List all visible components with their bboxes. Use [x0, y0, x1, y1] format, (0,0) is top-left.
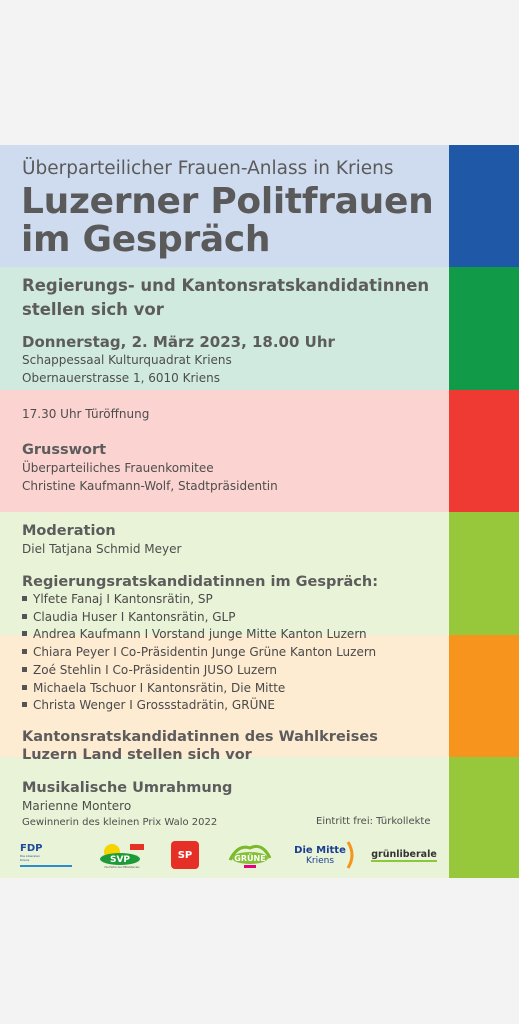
district-line1: Kantonsratskandidatinnen des Wahlkreises — [22, 729, 378, 745]
candidates-title: Regierungsratskandidatinnen im Gespräch: — [22, 574, 379, 590]
doors-open-time: 17.30 Uhr Türöffnung — [22, 407, 150, 421]
orange-stripe — [449, 635, 519, 757]
list-item: Michaela Tschuor I Kantonsrätin, Die Mitte — [22, 680, 376, 698]
gruene-logo — [226, 839, 274, 871]
list-item: Andrea Kaufmann I Vorstand junge Mitte Kanton Luzern — [22, 626, 376, 644]
blue-stripe — [449, 145, 519, 267]
list-item: Chiara Peyer I Co-Präsidentin Junge Grüne Kanton Luzern — [22, 644, 376, 662]
red-stripe — [449, 390, 519, 512]
lime-stripe-top — [449, 512, 519, 635]
event-title-line1: Luzerner Politfrauen — [21, 181, 434, 222]
event-date: Donnerstag, 2. März 2023, 18.00 Uhr — [22, 333, 335, 351]
district-line2: Luzern Land stellen sich vor — [22, 747, 252, 763]
list-item: Claudia Huser I Kantonsrätin, GLP — [22, 609, 376, 627]
event-title-line2: im Gespräch — [21, 219, 271, 260]
list-item: Christa Wenger I Grossstadrätin, GRÜNE — [22, 697, 376, 715]
musician-note: Gewinnerin des kleinen Prix Walo 2022 — [22, 817, 218, 828]
intro-headline-line2: stellen sich vor — [22, 300, 164, 319]
svp-sun-icon — [98, 842, 146, 866]
greeting-title: Grusswort — [22, 442, 107, 458]
sp-logo: SP — [170, 839, 200, 871]
musician-name: Marienne Montero — [22, 799, 132, 813]
music-title: Musikalische Umrahmung — [22, 780, 233, 796]
candidates-list — [22, 591, 376, 715]
lime-stripe-bottom — [449, 757, 519, 878]
list-item: Zoé Stehlin I Co-Präsidentin JUSO Luzern — [22, 662, 376, 680]
entry-note: Eintritt frei: Türkollekte — [316, 816, 431, 827]
svg-text:SVP: SVP — [109, 854, 131, 865]
green-stripe — [449, 267, 519, 390]
svp-logo: SVP Die Partei des Mittelstandes — [98, 839, 146, 871]
svg-text:GRÜNE: GRÜNE — [234, 854, 266, 863]
moderation-title: Moderation — [22, 523, 116, 539]
poster — [0, 145, 519, 878]
mitte-arc-icon — [346, 840, 356, 870]
event-address: Obernauerstrasse 1, 6010 Kriens — [22, 371, 220, 385]
event-subtitle: Überparteilicher Frauen-Anlass in Kriens — [22, 158, 394, 179]
mitte-logo: Die Mitte Kriens — [294, 839, 356, 871]
gruene-sunflower-icon — [226, 840, 274, 870]
intro-headline-line1: Regierungs- und Kantonsratskandidatinnen — [22, 276, 430, 295]
list-item: Ylfete Fanaj I Kantonsrätin, SP — [22, 591, 376, 609]
fdp-logo: FDP Die Liberalen Kriens — [20, 839, 76, 871]
greeting-line1: Überparteiliches Frauenkomitee — [22, 461, 214, 475]
greeting-line2: Christine Kaufmann-Wolf, Stadtpräsidentin — [22, 479, 278, 493]
moderation-name: Diel Tatjana Schmid Meyer — [22, 542, 182, 556]
event-venue: Schappessaal Kulturquadrat Kriens — [22, 353, 232, 367]
glp-logo: grünliberale — [371, 848, 437, 860]
